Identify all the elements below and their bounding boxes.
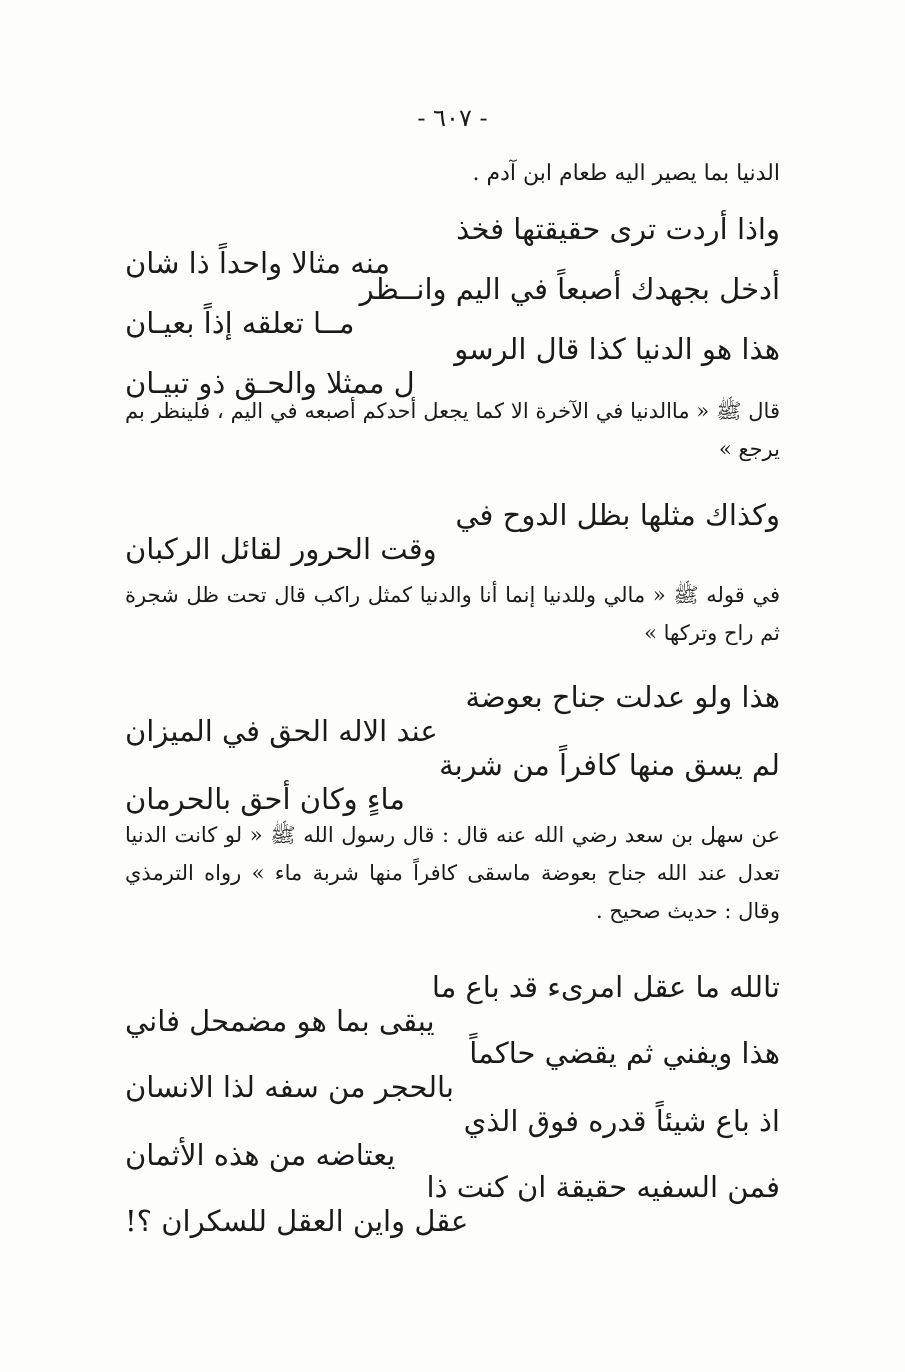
verse-second-hemistich: وقت الحرور لقائل الركبان (125, 532, 437, 566)
verse-first-hemistich: اذ باع شيئاً قدره فوق الذي (463, 1104, 780, 1138)
verse-second-hemistich: منه مثالا واحداً ذا شان (125, 246, 391, 280)
verse-second-hemistich: بالحجر من سفه لذا الانسان (125, 1070, 454, 1104)
verse (125, 498, 780, 578)
verse-first-hemistich: وكذاك مثلها بظل الدوح في (455, 498, 780, 532)
verse-second-hemistich: يبقى بما هو مضمحل فاني (125, 1004, 435, 1038)
verse-first-hemistich: تالله ما عقل امرىء قد باع ما (431, 970, 780, 1004)
verse-first-hemistich: فمن السفيه حقيقة ان كنت ذا (426, 1170, 780, 1204)
verse-second-hemistich: ماءٍ وكان أحق بالحرمان (125, 782, 405, 816)
opening-line: الدنيا بما يصير اليه طعام ابن آدم . (472, 161, 780, 186)
footnote-hadith: عن سهل بن سعد رضي الله عنه قال : قال رسول الله ﷺ « لو كانت الدنيا تعدل عند الله جناح بعوضة ماسقى كافراً منها شربة ماء » رواه الترمذي وقال : حديث صحيح . (125, 823, 780, 923)
verse-first-hemistich: واذا أردت ترى حقيقتها فخذ (456, 212, 780, 246)
verse-second-hemistich: مــا تعلقه إذاً بعيـان (125, 306, 355, 340)
verse-second-hemistich: عند الاله الحق في الميزان (125, 714, 438, 748)
page-number: - ٦٠٧ - (417, 104, 488, 132)
verse-first-hemistich: لم يسق منها كافراً من شربة (439, 748, 780, 782)
verse-second-hemistich: عقل واين العقل للسكران ؟! (125, 1204, 469, 1238)
verse-first-hemistich: هذا ويفني ثم يقضي حاكماً (469, 1036, 780, 1070)
verse-first-hemistich: هذا ولو عدلت جناح بعوضة (465, 680, 780, 714)
footnote-hadith: في قوله ﷺ « مالي وللدنيا إنما أنا والدنيا كمثل راكب قال تحت ظل شجرة ثم راح وتركها » (125, 583, 780, 645)
verse-second-hemistich: يعتاضه من هذه الأثمان (125, 1138, 396, 1172)
verse-second-hemistich: ل ممثلا والحـق ذو تبيـان (125, 366, 415, 400)
footnote-hadith: قال ﷺ « ماالدنيا في الآخرة الا كما يجعل أحدكم أصبعه في اليم ، فلينظر بم يرجع » (125, 399, 780, 461)
verse-first-hemistich: هذا هو الدنيا كذا قال الرسو (454, 332, 780, 366)
verse-first-hemistich: أدخل بجهدك أصبعاً في اليم وانــظر (359, 272, 780, 306)
verse (125, 1170, 780, 1250)
